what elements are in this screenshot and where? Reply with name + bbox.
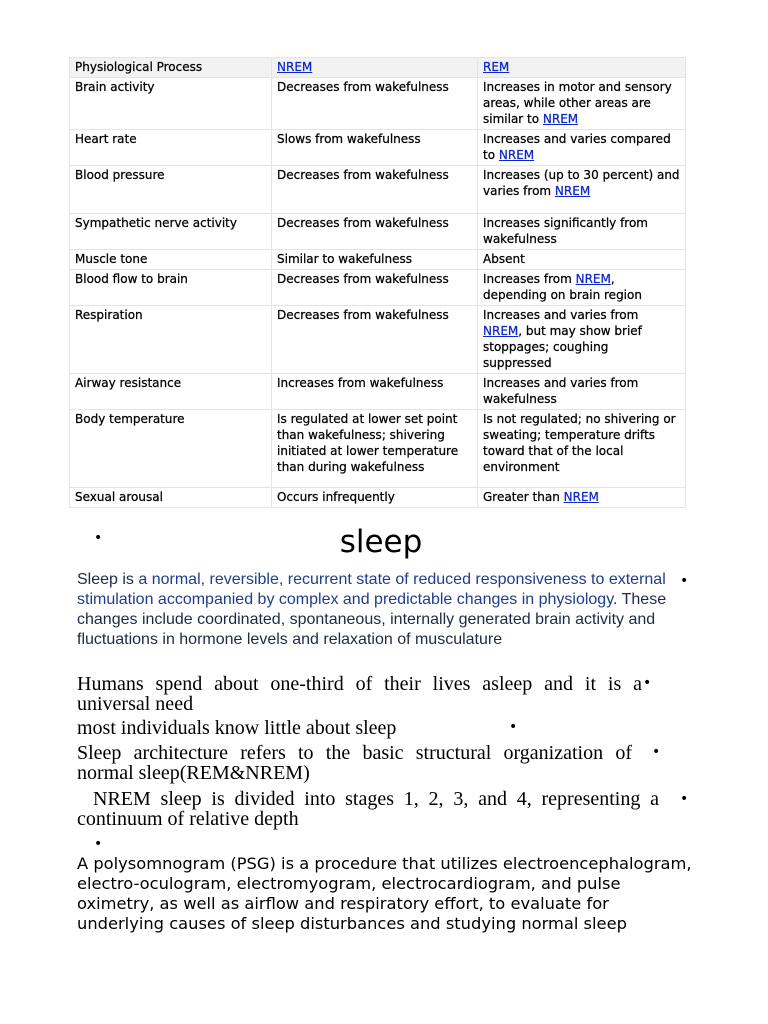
nrem-cell: Slows from wakefulness: [272, 130, 478, 166]
nrem-link[interactable]: NREM: [554, 184, 591, 198]
nrem-cell: Decreases from wakefulness: [272, 78, 478, 130]
rem-cell: Is not regulated; no shivering or sweating; temperature drifts toward that of the local environment: [478, 410, 686, 488]
table-row: [70, 250, 686, 270]
sleep-definition: Sleep is a normal, reversible, recurrent state of reduced responsiveness to external stimulation accompanied by complex and predictable changes in physiology. These changes include coordinated, spontaneous, internally generated brain activity and fluctuations in hormone levels and relaxation of musculature: [77, 571, 667, 648]
rem-cell: Increases significantly from wakefulness: [478, 214, 686, 250]
nrem-cell: Similar to wakefulness: [272, 250, 478, 270]
nrem-link[interactable]: NREM: [483, 324, 519, 338]
sleep-comparison-table: [69, 57, 686, 508]
bullet: •: [680, 573, 689, 589]
process-cell: Sympathetic nerve activity: [70, 214, 272, 250]
header-nrem-link[interactable]: NREM: [277, 60, 313, 74]
page-title: sleep: [339, 524, 423, 560]
table-header-row: [70, 58, 686, 78]
nrem-cell: Decreases from wakefulness: [272, 306, 478, 374]
statement-humans: Humans spend about one-third of their lives asleep and it is a universal need: [77, 673, 642, 715]
table-row: [70, 306, 686, 374]
table-row: [70, 130, 686, 166]
nrem-link[interactable]: NREM: [498, 148, 535, 162]
rem-cell: Increases and varies from wakefulness: [478, 374, 686, 410]
nrem-cell: Increases from wakefulness: [272, 374, 478, 410]
process-cell: Sexual arousal: [70, 488, 272, 508]
bullet: •: [509, 719, 518, 735]
nrem-cell: Occurs infrequently: [272, 488, 478, 508]
bullet: •: [94, 836, 103, 852]
table-row: [70, 410, 686, 488]
nrem-link[interactable]: NREM: [542, 112, 579, 126]
header-rem-cell: [478, 58, 686, 78]
nrem-cell: Decreases from wakefulness: [272, 270, 478, 306]
nrem-cell: Decreases from wakefulness: [272, 214, 478, 250]
rem-cell: Increases and varies compared to NREM: [478, 130, 686, 166]
nrem-cell: Decreases from wakefulness: [272, 166, 478, 214]
bullet: •: [94, 530, 103, 546]
process-cell: Brain activity: [70, 78, 272, 130]
rem-cell: Increases (up to 30 percent) and varies from NREM: [478, 166, 686, 214]
nrem-cell: Is regulated at lower set point than wakefulness; shivering initiated at lower temperature than during wakefulness: [272, 410, 478, 488]
process-cell: Respiration: [70, 306, 272, 374]
process-cell: Airway resistance: [70, 374, 272, 410]
bullet: •: [652, 744, 661, 760]
process-cell: Muscle tone: [70, 250, 272, 270]
rem-cell: Greater than NREM: [478, 488, 686, 508]
table-row: [70, 166, 686, 214]
bullet: •: [680, 791, 689, 807]
statement-nrem-stages: NREM sleep is divided into stages 1, 2, 3, and 4, representing a continuum of relative depth: [77, 788, 659, 830]
statement-know-little: most individuals know little about sleep: [77, 717, 397, 739]
process-cell: Blood pressure: [70, 166, 272, 214]
process-cell: Body temperature: [70, 410, 272, 488]
table-row: [70, 78, 686, 130]
rem-cell: Increases in motor and sensory areas, while other areas are similar to NREM: [478, 78, 686, 130]
process-cell: Heart rate: [70, 130, 272, 166]
header-process: Physiological Process: [70, 58, 272, 78]
bullet: •: [643, 675, 652, 691]
table-row: [70, 214, 686, 250]
process-cell: Blood flow to brain: [70, 270, 272, 306]
rem-cell: Increases and varies from NREM, but may show brief stoppages; coughing suppressed: [478, 306, 686, 374]
psg-paragraph: A polysomnogram (PSG) is a procedure that utilizes electroencephalogram, electro-oculogram, electromyogram, electrocardiogram, and pulse oximetry, as well as airflow and respiratory effort, to evaluate for underlying causes of sleep disturbances and studying normal sleep: [77, 854, 692, 933]
header-nrem-cell: [272, 58, 478, 78]
rem-cell: Absent: [478, 250, 686, 270]
table-row: [70, 374, 686, 410]
rem-cell: Increases from NREM, depending on brain region: [478, 270, 686, 306]
nrem-link[interactable]: NREM: [575, 272, 611, 286]
table-row: [70, 488, 686, 508]
statement-architecture: Sleep architecture refers to the basic structural organization of normal sleep(REM&NREM): [77, 742, 632, 784]
table-row: [70, 270, 686, 306]
nrem-link[interactable]: NREM: [563, 490, 599, 504]
header-rem-link[interactable]: REM: [483, 60, 510, 74]
